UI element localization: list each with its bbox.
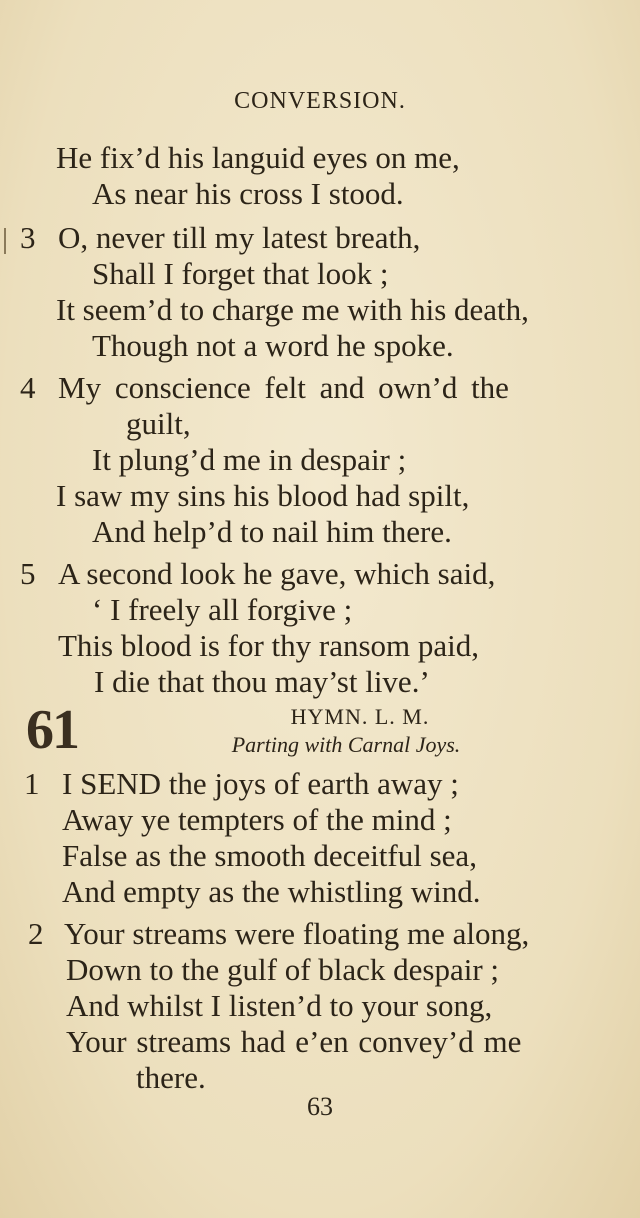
verse-line: I saw my sins his blood had spilt, xyxy=(56,478,470,513)
verse-line: And empty as the whistling wind. xyxy=(62,874,481,909)
verse-line: Your streams had e’en convey’d me xyxy=(66,1024,522,1059)
margin-mark xyxy=(4,228,6,254)
verse-line: Down to the gulf of black despair ; xyxy=(66,952,500,987)
verse-line: He fix’d his languid eyes on me, xyxy=(56,140,460,175)
verse-line: guilt, xyxy=(126,406,191,441)
verse-line: This blood is for thy ransom paid, xyxy=(58,628,480,663)
verse-line: It seem’d to charge me with his death, xyxy=(56,292,529,327)
stanza-number: 3 xyxy=(20,220,36,255)
stanza-number: 1 xyxy=(24,766,40,801)
verse-line: As near his cross I stood. xyxy=(92,176,404,211)
stanza-number: 5 xyxy=(20,556,36,591)
verse-line: A second look he gave, which said, xyxy=(58,556,496,591)
hymn-title: HYMN. L. M. xyxy=(290,704,430,729)
page-number: 63 xyxy=(307,1092,333,1121)
verse-line: I SEND the joys of earth away ; xyxy=(62,766,459,801)
running-head: CONVERSION. xyxy=(234,88,406,114)
stanza-number: 4 xyxy=(20,370,36,405)
verse-line: ‘ I freely all forgive ; xyxy=(92,592,353,627)
verse-line: O, never till my latest breath, xyxy=(58,220,421,255)
verse-line: there. xyxy=(136,1060,206,1095)
stanza-number: 2 xyxy=(28,916,44,951)
verse-line: Shall I forget that look ; xyxy=(92,256,389,291)
verse-line: Your streams were floating me along, xyxy=(64,916,530,951)
hymn-number: 61 xyxy=(26,699,78,761)
verse-line: It plung’d me in despair ; xyxy=(92,442,407,477)
verse-line: Though not a word he spoke. xyxy=(92,328,454,363)
verse-line: And help’d to nail him there. xyxy=(92,514,452,549)
verse-line: My conscience felt and own’d the xyxy=(58,370,509,405)
verse-line: I die that thou may’st live.’ xyxy=(94,664,430,699)
verse-line: And whilst I listen’d to your song, xyxy=(66,988,493,1023)
hymn-subtitle: Parting with Carnal Joys. xyxy=(231,732,461,757)
verse-line: False as the smooth deceitful sea, xyxy=(62,838,477,873)
verse-line: Away ye tempters of the mind ; xyxy=(62,802,452,837)
